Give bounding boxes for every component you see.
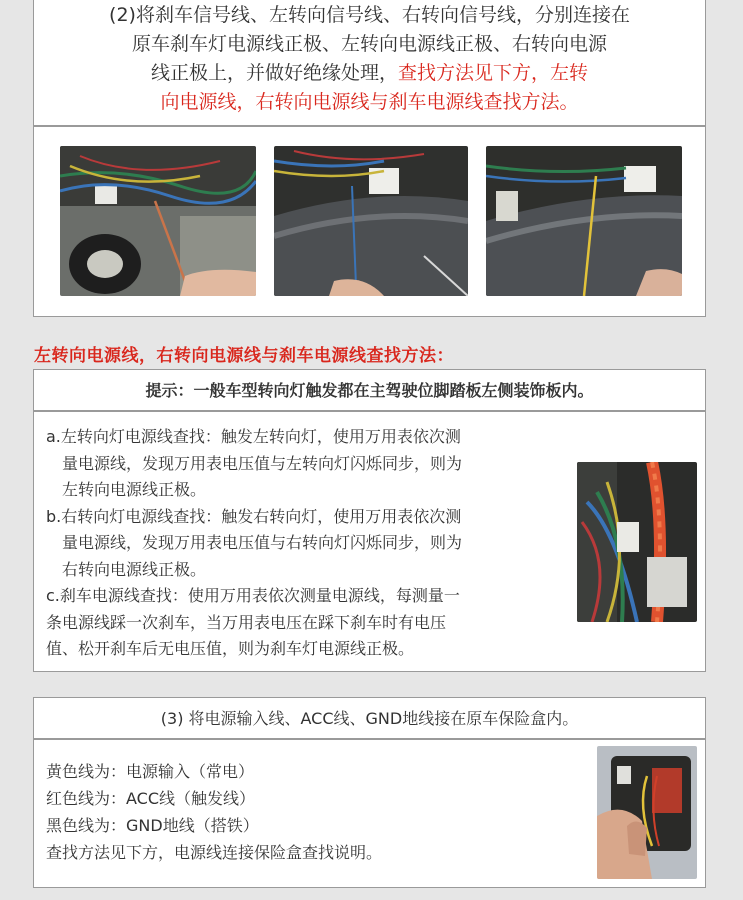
photo-wiring-hand xyxy=(60,146,256,296)
wire-yellow-line: 黄色线为：电源输入（常电） xyxy=(46,762,255,781)
intro-line-3-plain: 线正极上，并做好绝缘处理， xyxy=(150,62,398,84)
photo-fuse-box xyxy=(597,746,697,879)
intro-divider xyxy=(34,125,705,127)
intro-panel xyxy=(33,0,706,317)
step-b-line-3: 右转向电源线正极。 xyxy=(62,559,207,579)
step-a xyxy=(46,424,556,504)
step-b-line-1: b.右转向灯电源线查找：触发右转向灯，使用万用表依次测 xyxy=(46,506,462,526)
step-c-line-3: 值、松开刹车后无电压值，则为刹车灯电源线正极。 xyxy=(46,639,415,658)
tip-divider xyxy=(34,410,705,412)
wire-color-list xyxy=(46,758,382,866)
step3-panel xyxy=(33,697,706,888)
step-c xyxy=(46,583,556,663)
step-b xyxy=(46,504,556,584)
steps-list xyxy=(46,424,556,663)
finding-method-panel xyxy=(33,369,706,672)
photo-wiring-probe xyxy=(274,146,468,296)
intro-line-2: 原车刹车灯电源线正极、左转向电源线正极、右转向电源 xyxy=(131,33,607,55)
intro-line-3-red: 查找方法见下方，左转 xyxy=(398,62,589,84)
step-c-line-1: c.刹车电源线查找：使用万用表依次测量电源线，每测量一 xyxy=(46,586,460,605)
step-a-line-2: 量电源线，发现万用表电压值与左转向灯闪烁同步，则为 xyxy=(62,453,463,473)
wire-note-line: 查找方法见下方，电源线连接保险盒查找说明。 xyxy=(46,843,383,862)
intro-line-1: (2)将刹车信号线、左转向信号线、右转向信号线，分别连接在 xyxy=(109,4,630,26)
wire-red-line: 红色线为：ACC线（触发线） xyxy=(46,789,256,808)
photo-harness xyxy=(577,462,697,622)
section-title: 左转向电源线，右转向电源线与刹车电源线查找方法： xyxy=(34,346,454,366)
wire-black-line: 黑色线为：GND地线（搭铁） xyxy=(46,816,259,835)
step-a-line-1: a.左转向灯电源线查找：触发左转向灯，使用万用表依次测 xyxy=(46,427,461,446)
step-b-line-2: 量电源线，发现万用表电压值与右转向灯闪烁同步，则为 xyxy=(62,533,463,552)
intro-text xyxy=(34,1,705,117)
step3-header: (3) 将电源输入线、ACC线、GND地线接在原车保险盒内。 xyxy=(160,709,579,728)
intro-line-4: 向电源线，右转向电源线与刹车电源线查找方法。 xyxy=(160,91,579,113)
step-a-line-3: 左转向电源线正极。 xyxy=(62,480,207,499)
tip-text: 提示：一般车型转向灯触发都在主驾驶位脚踏板左侧装饰板内。 xyxy=(145,381,594,400)
step-c-line-2: 条电源线踩一次刹车，当万用表电压在踩下刹车时有电压 xyxy=(46,612,447,632)
step3-divider xyxy=(34,738,705,740)
photo-wiring-yellow xyxy=(486,146,682,296)
intro-line-3 xyxy=(34,59,705,88)
